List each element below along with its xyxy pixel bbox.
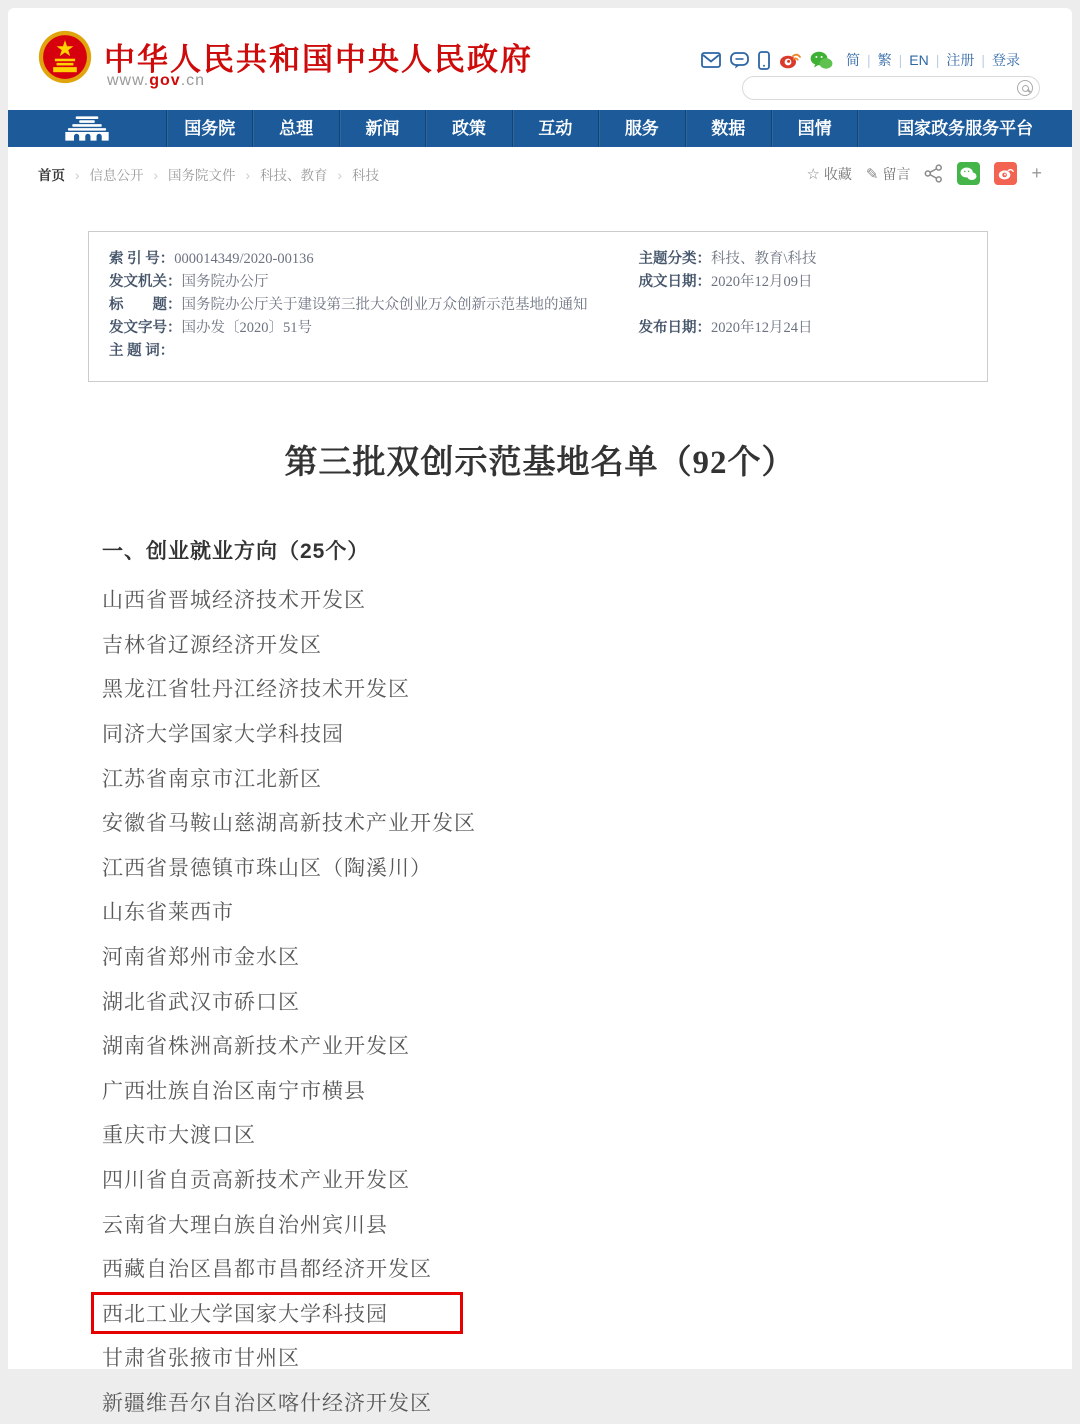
favorite-button[interactable]	[806, 164, 851, 184]
register-link[interactable]: | 注册	[929, 50, 975, 70]
list-item-text: 甘肃省张掖市甘州区	[102, 1346, 300, 1371]
pencil-icon: ✎	[865, 165, 879, 183]
share-weibo-icon[interactable]	[994, 162, 1017, 185]
lang-traditional[interactable]: | 繁	[860, 50, 892, 70]
site-url-cn: .cn	[180, 72, 206, 89]
message-button[interactable]	[866, 164, 911, 184]
doc-info-left	[109, 248, 638, 363]
breadcrumb-item[interactable]: › 科技	[328, 164, 380, 184]
search-icon[interactable]	[1017, 80, 1033, 96]
mail-icon[interactable]	[701, 52, 721, 68]
breadcrumb-item[interactable]: 首页	[38, 167, 65, 183]
list-item-text: 四川省自贡高新技术产业开发区	[102, 1168, 410, 1193]
list-item	[102, 934, 1072, 979]
utility-bar	[701, 50, 1020, 70]
list-item	[102, 1291, 1072, 1336]
wechat-icon[interactable]	[810, 51, 833, 70]
breadcrumb-item[interactable]: › 国务院文件	[144, 164, 236, 184]
list-item	[102, 1112, 1072, 1157]
list-item	[102, 1201, 1072, 1246]
doc-info-label: 发布日期：	[638, 320, 711, 336]
share-icon[interactable]	[924, 164, 943, 183]
doc-info-label: 主题分类：	[638, 251, 711, 267]
breadcrumb-row	[8, 147, 1072, 195]
doc-info-row	[109, 317, 638, 340]
list-item	[102, 889, 1072, 934]
breadcrumb-item[interactable]: › 科技、教育	[236, 164, 328, 184]
language-links	[846, 50, 1020, 70]
list-item	[102, 978, 1072, 1023]
list-item-text: 同济大学国家大学科技园	[102, 722, 344, 747]
doc-info-label: 发文字号：	[109, 320, 182, 336]
list-item	[102, 845, 1072, 890]
site-url-gov: gov	[149, 72, 181, 89]
more-share-button[interactable]: +	[1031, 163, 1042, 183]
list-item	[102, 1023, 1072, 1068]
comment-icon[interactable]	[730, 52, 749, 69]
section-title: 一、创业就业方向（25个）	[102, 540, 370, 563]
list-item	[102, 755, 1072, 800]
doc-info-label: 标 题：	[109, 297, 182, 313]
doc-info-label: 索 引 号：	[109, 251, 175, 267]
weibo-icon[interactable]	[779, 51, 801, 69]
list-item	[102, 800, 1072, 845]
doc-info-row	[109, 294, 638, 317]
list-item	[102, 1335, 1072, 1380]
share-wechat-icon[interactable]	[957, 162, 980, 185]
doc-info-row	[109, 248, 638, 271]
list-item	[102, 1157, 1072, 1202]
list-item-text: 黑龙江省牡丹江经济技术开发区	[102, 677, 410, 702]
list-item-text: 江西省景德镇市珠山区（陶溪川）	[102, 855, 432, 880]
lang-english[interactable]: | EN	[892, 52, 929, 68]
search-box	[742, 76, 1040, 100]
list-item-text: 湖北省武汉市硚口区	[102, 989, 300, 1014]
nav-list	[166, 110, 1072, 147]
doc-info-value: 国办发〔2020〕51号	[181, 320, 312, 336]
article-title: 第三批双创示范基地名单（92个）	[284, 445, 796, 481]
list-item-text: 山东省莱西市	[102, 900, 234, 925]
list-item-text: 广西壮族自治区南宁市横县	[102, 1078, 366, 1103]
list-item-text: 安徽省马鞍山慈湖高新技术产业开发区	[102, 811, 476, 836]
favorite-label: 收藏	[823, 165, 852, 182]
star-icon: ☆	[806, 165, 820, 183]
list-item	[102, 711, 1072, 756]
list-item-text: 湖南省株洲高新技术产业开发区	[102, 1034, 410, 1059]
nav-item[interactable]: 服务	[598, 110, 684, 147]
list-item-text: 河南省郑州市金水区	[102, 945, 300, 970]
mobile-icon[interactable]	[758, 51, 770, 70]
breadcrumb	[38, 164, 379, 184]
site-header	[8, 8, 1072, 110]
nav-item[interactable]: 国务院	[166, 110, 252, 147]
nav-item[interactable]: 总理	[252, 110, 338, 147]
breadcrumb-item[interactable]: › 信息公开	[65, 164, 144, 184]
lang-simplified[interactable]: 简	[845, 52, 860, 68]
doc-info-row	[638, 248, 977, 271]
page	[8, 8, 1072, 1415]
main-nav	[8, 110, 1072, 147]
site-title: 中华人民共和国中央人民政府	[104, 42, 533, 77]
doc-info-value: 国务院办公厅关于建设第三批大众创业万众创新示范基地的通知	[181, 297, 588, 313]
search-input[interactable]	[743, 78, 1017, 98]
page-actions	[806, 162, 1042, 185]
base-list	[102, 577, 1072, 1424]
doc-info-row	[638, 271, 977, 294]
list-item	[102, 1380, 1072, 1424]
list-item-text: 西北工业大学国家大学科技园	[91, 1292, 463, 1334]
national-emblem-icon	[38, 30, 92, 84]
message-label: 留言	[882, 165, 911, 182]
doc-info-label: 成文日期：	[638, 274, 711, 290]
nav-item[interactable]: 政策	[425, 110, 511, 147]
doc-info-value: 2020年12月09日	[710, 274, 813, 290]
nav-item[interactable]: 国家政务服务平台	[857, 110, 1072, 147]
doc-info-value: 2020年12月24日	[710, 320, 813, 336]
nav-item[interactable]: 新闻	[339, 110, 425, 147]
list-item-text: 重庆市大渡口区	[102, 1123, 256, 1148]
list-item	[102, 1068, 1072, 1113]
nav-item[interactable]: 数据	[685, 110, 771, 147]
nav-home-tiananmen-icon[interactable]	[8, 110, 166, 147]
login-link[interactable]: | 登录	[974, 50, 1020, 70]
list-item-text: 新疆维吾尔自治区喀什经济开发区	[102, 1390, 432, 1415]
doc-info-row	[109, 271, 638, 294]
doc-info-value: 科技、教育\科技	[710, 251, 817, 267]
site-url-www: www.	[107, 72, 150, 89]
nav-item[interactable]: 国情	[771, 110, 857, 147]
doc-info-box	[88, 231, 988, 382]
list-item-text: 西藏自治区昌都市昌都经济开发区	[102, 1257, 432, 1282]
list-item-text: 江苏省南京市江北新区	[102, 766, 322, 791]
doc-info-label: 主 题 词：	[109, 343, 175, 359]
list-item	[102, 577, 1072, 622]
list-item-text: 吉林省辽源经济开发区	[102, 632, 322, 657]
list-item-text: 山西省晋城经济技术开发区	[102, 588, 366, 613]
list-item-text: 云南省大理白族自治州宾川县	[102, 1212, 388, 1237]
list-item	[102, 666, 1072, 711]
doc-info-value: 000014349/2020-00136	[174, 251, 314, 267]
doc-info-row	[638, 294, 977, 317]
doc-info-label: 发文机关：	[109, 274, 182, 290]
doc-info-row	[638, 317, 977, 340]
site-url[interactable]	[107, 72, 205, 90]
nav-item[interactable]: 互动	[512, 110, 598, 147]
doc-info-right	[638, 248, 977, 363]
list-item	[102, 1246, 1072, 1291]
doc-info-row	[109, 340, 638, 363]
doc-info-value: 国务院办公厅	[181, 274, 269, 290]
list-item	[102, 622, 1072, 667]
